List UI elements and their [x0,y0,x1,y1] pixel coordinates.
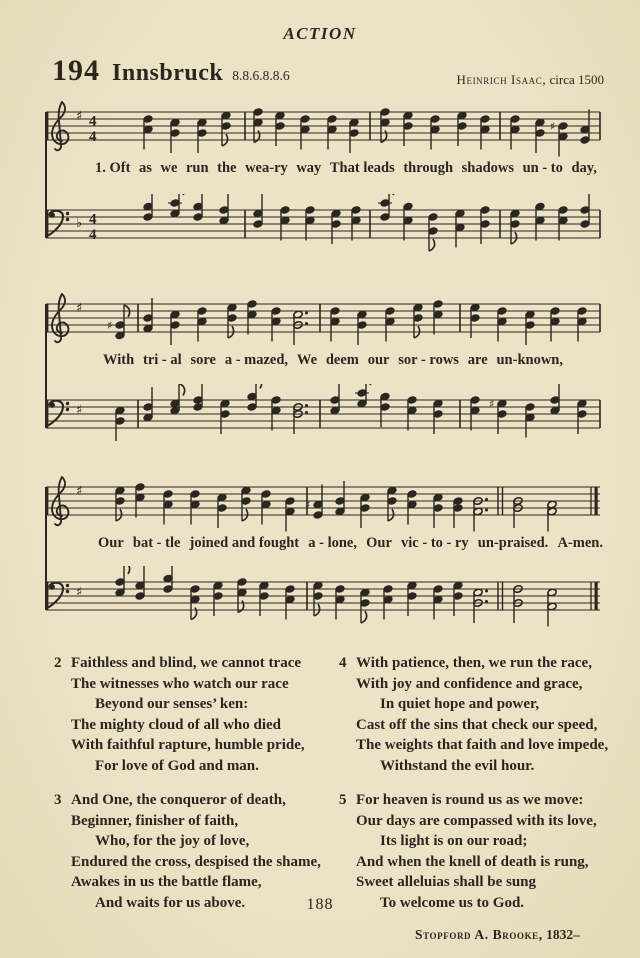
svg-text:4: 4 [89,129,97,145]
svg-text:♯: ♯ [76,403,83,418]
svg-text:♯: ♯ [305,498,311,512]
hymn-meter: 8.8.6.8.8.6 [232,68,290,83]
lyric-syllable: a - lone, [308,535,357,551]
lyric-syllable: are [467,352,488,368]
verse-line: With faithful rapture, humble pride, [71,737,305,753]
lyric-syllable: un-known, [496,352,563,368]
lyric-syllable: we [160,160,178,176]
verse-lines [71,790,333,913]
lyric-syllable: bat - tle [132,535,181,551]
svg-text:♯: ♯ [550,120,556,133]
music-staff-treble-1 [40,96,607,158]
lyric-syllable: wea-ry [245,160,288,176]
lyric-syllable: A-men. [557,535,603,551]
lyric-syllable: sore [190,352,216,368]
lyric-line-1 [95,160,597,177]
lyric-syllable: as [139,160,152,176]
lyric-syllable: Our [366,535,392,551]
verse-line: Faithless and blind, we cannot trace [71,655,302,671]
verse-line: And waits for us above. [95,894,246,911]
bass-staff-svg-3 [40,566,607,628]
verse-lines [356,653,618,776]
svg-text:4: 4 [89,113,97,130]
verse-line: And One, the conqueror of death, [71,792,286,808]
verse-line: Withstand the evil hour. [380,757,535,774]
composer-name: Heinrich Isaac, [456,72,547,87]
music-staff-treble-2 [40,288,607,350]
lyric-syllable: shadows [461,160,515,176]
svg-text:♯: ♯ [76,484,83,499]
svg-text:♯: ♯ [107,319,113,332]
lyric-syllable: vic - to - ry [401,535,469,551]
lyric-syllable: That leads [329,160,395,176]
hymn-title: Innsbruck [112,60,224,86]
lyric-syllable: a - mazed, [224,352,289,368]
verse-line: Its light is on our road; [380,833,528,849]
treble-staff-svg-2 [40,288,607,350]
author-date: 1832– [546,927,580,942]
music-staff-bass-1 [40,194,607,256]
svg-text:♯: ♯ [76,109,83,124]
verse-number: 3 [54,792,62,808]
svg-text:♯: ♯ [76,585,83,600]
verse-line: To welcome us to God. [380,894,525,911]
author-attribution [339,927,618,943]
verse-line: Our days are compassed with its love, [356,812,597,829]
verse-2 [54,653,333,776]
verse-line: Endured the cross, despised the shame, [71,853,321,870]
verse-line: Sweet alleluias shall be sung [356,874,537,890]
verse-line: Awakes in us the battle flame, [71,874,262,890]
page-number: 188 [306,896,334,913]
lyric-syllable: way [296,160,322,176]
bass-staff-svg-1 [40,194,607,256]
music-staff-bass-2 [40,384,607,446]
svg-text:♯: ♯ [489,397,495,411]
lyric-syllable: un-praised. [477,535,549,551]
verse-line: Who, for the joy of love, [95,833,250,849]
composer-date: circa 1500 [549,72,604,87]
lyric-syllable: Our [98,535,124,551]
music-staff-bass-3 [40,566,607,628]
verse-lines [356,790,618,913]
lyric-line-2 [103,352,563,369]
verse-line: For love of God and man. [95,757,259,774]
lyric-syllable: joined and fought [189,535,300,551]
verse-number: 5 [339,792,347,808]
svg-text:♭: ♭ [76,216,83,231]
lyric-syllable: We [296,352,318,368]
verse-3 [54,790,333,913]
svg-text:4: 4 [89,211,97,228]
lyric-syllable: un - to [522,160,563,176]
lyric-syllable: With [103,352,135,368]
verse-line: Beyond our senses’ ken: [95,696,249,712]
verse-line: And when the knell of death is rung, [356,853,589,870]
verse-4 [339,653,618,776]
lyric-syllable: 1. Oft [95,160,131,176]
lyric-syllable: day, [571,160,597,176]
bass-staff-svg-2 [40,384,607,446]
lyric-syllable: sor - rows [398,352,459,368]
verse-line: The witnesses who watch our race [71,675,289,692]
lyric-syllable: deem [325,352,359,368]
treble-staff-svg-1 [40,96,607,158]
treble-staff-svg-3 [40,471,607,533]
author-name: Stopford A. Brooke, [415,927,543,942]
verse-line: In quiet hope and power, [380,696,540,712]
composer-credit [457,72,605,88]
verse-line: With joy and confidence and grace, [356,675,583,692]
verse-5 [339,790,618,913]
lyric-syllable: our [367,352,390,368]
verse-line: Beginner, finisher of faith, [71,812,239,829]
verse-lines [71,653,333,776]
verse-number: 2 [54,655,62,671]
hymn-header [52,54,604,94]
lyric-line-3 [98,535,603,552]
lyric-syllable: through [403,160,454,176]
running-head: ACTION [283,24,357,43]
lyric-syllable: the [217,160,237,176]
verse-number: 4 [339,655,347,671]
lyric-syllable: tri - al [143,352,182,368]
lyric-syllable: run [186,160,209,176]
hymn-number: 194 [52,54,100,87]
svg-text:4: 4 [89,227,97,243]
music-staff-treble-3 [40,471,607,533]
verse-line: For heaven is round us as we move: [356,792,584,808]
verse-line: The mighty cloud of all who died [71,716,282,733]
svg-text:♯: ♯ [76,301,83,316]
verse-line: The weights that faith and love impede, [356,737,609,753]
verse-line: With patience, then, we run the race, [356,655,592,671]
verse-line: Cast off the sins that check our speed, [356,716,598,733]
